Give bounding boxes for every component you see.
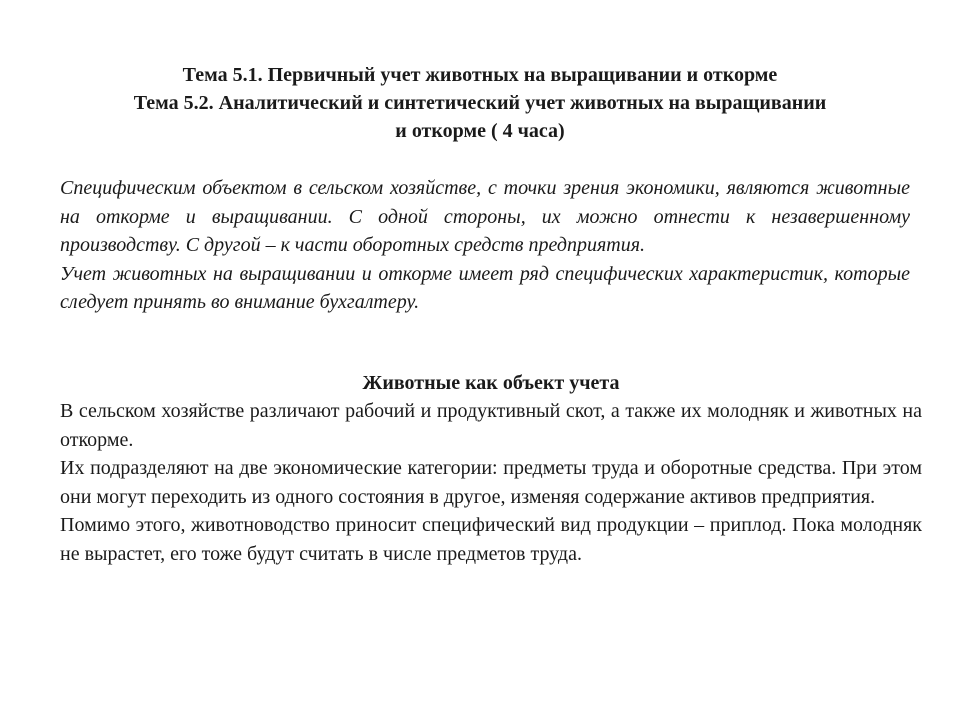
title-block [60, 61, 900, 145]
intro-paragraph-2: Учет животных на выращивании и откорме имеет ряд специфических характеристик, которые следует принять во внимание бухгалтеру. [60, 262, 910, 313]
title-line-topic-5-2-continued: и откорме ( 4 часа) [395, 120, 565, 142]
intro-paragraph-1: Специфическим объектом в сельском хозяйстве, с точки зрения экономики, являются животные на откорме и выращивании. С одной стороны, их можно отнести к незавершенному производству. С другой – к части оборотных средств предприятия. [60, 177, 910, 256]
section-paragraph-3: Помимо этого, животноводство приносит специфический вид продукции – приплод. Пока молодняк не вырастет, его тоже будут считать в числе предметов труда. [60, 514, 922, 565]
section-paragraph-1: В сельском хозяйстве различают рабочий и продуктивный скот, а также их молодняк и животных на откорме. [60, 400, 922, 451]
section-heading: Животные как объект учета [362, 372, 620, 394]
section-paragraph-2: Их подразделяют на две экономические категории: предметы труда и оборотные средства. При этом они могут переходить из одного состояния в другое, изменяя содержание активов предприятия. [60, 457, 922, 508]
title-line-topic-5-1: Тема 5.1. Первичный учет животных на выращивании и откорме [182, 64, 778, 86]
section-body [60, 397, 922, 569]
intro-text [60, 174, 910, 317]
title-line-topic-5-2: Тема 5.2. Аналитический и синтетический учет животных на выращивании [133, 92, 827, 114]
